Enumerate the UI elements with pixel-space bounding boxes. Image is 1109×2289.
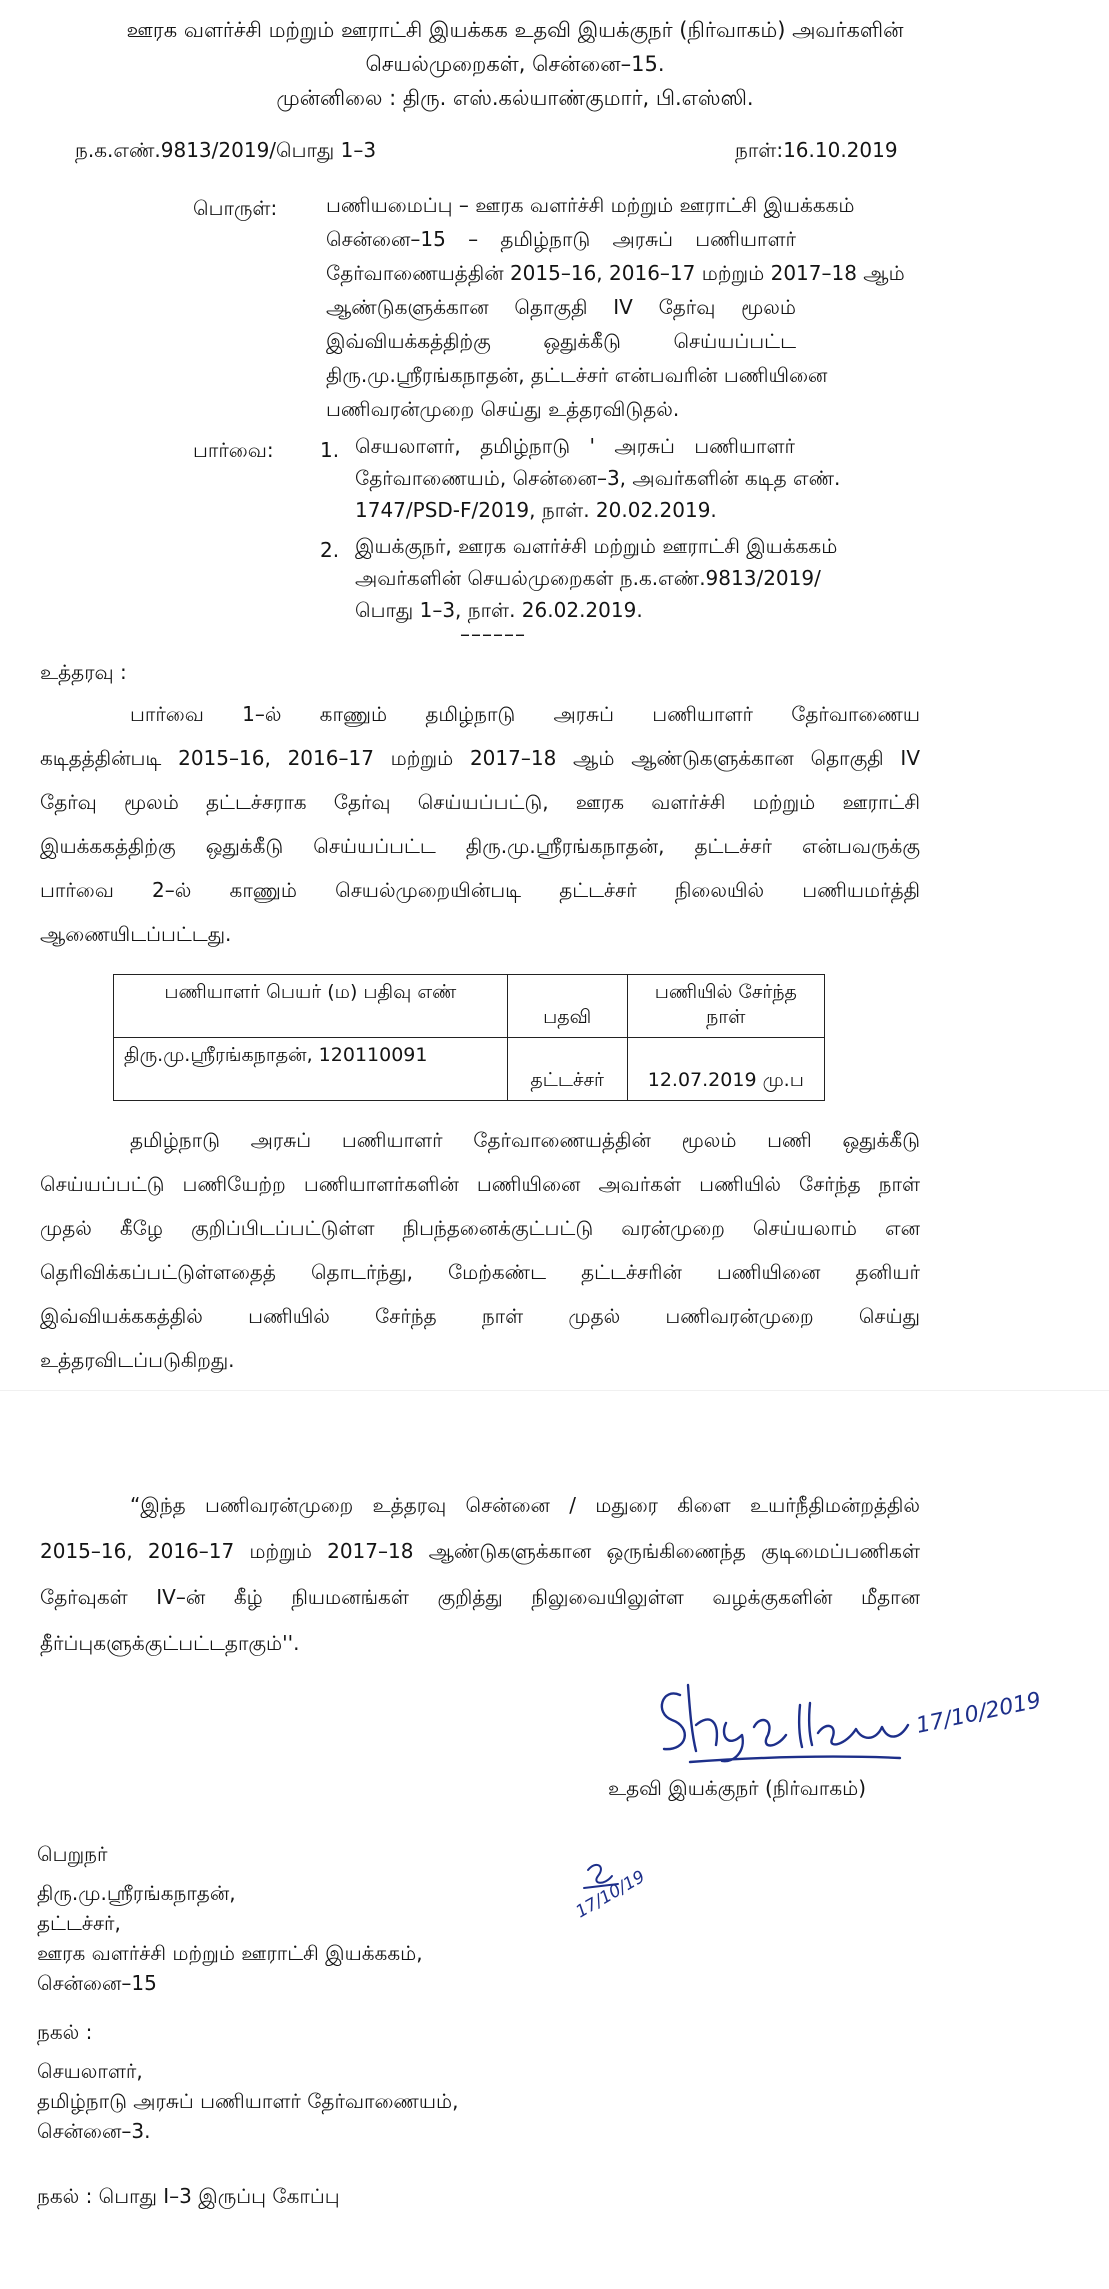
paragraph-line: பார்வை 2–ல் காணும் செயல்முறையின்படி தட்டச்சர் நிலையில் பணியமர்த்தி <box>40 878 920 902</box>
address-line: சென்னை–15 <box>37 1971 157 1995</box>
address-line: தமிழ்நாடு அரசுப் பணியாளர் தேர்வாணையம், <box>37 2089 459 2113</box>
reference-line: அவர்களின் செயல்முறைகள் ந.க.எண்.9813/2019/ <box>355 566 821 590</box>
paragraph-line: தேர்வு மூலம் தட்டச்சராக தேர்வு செய்யப்பட்டு, ஊரக வளர்ச்சி மற்றும் ஊராட்சி <box>40 790 920 814</box>
reference-line: 1747/PSD-F/2019, நாள். 20.02.2019. <box>355 498 717 522</box>
subject-line: ஆண்டுகளுக்கான தொகுதி IV தேர்வு மூலம் <box>326 295 796 319</box>
paragraph-line: தேர்வுகள் IV–ன் கீழ் நியமனங்கள் குறித்து நிலுவையிலுள்ள வழக்குகளின் மீதான <box>40 1585 920 1609</box>
copy-address <box>37 2056 458 2146</box>
subject-line: இவ்வியக்கத்திற்கு ஒதுக்கீடு செய்யப்பட்ட <box>326 329 796 353</box>
subject-line: தேர்வாணையத்தின் 2015–16, 2016–17 மற்றும் 2017–18 ஆம் <box>326 261 905 285</box>
table-header-join-date: பணியில் சேர்ந்த நாள் <box>627 975 824 1038</box>
reference-line: தேர்வாணையம், சென்னை–3, அவர்களின் கடித எண். <box>355 466 841 490</box>
signature-date: 17/10/2019 <box>914 1688 1044 1739</box>
reference-line: இயக்குநர், ஊரக வளர்ச்சி மற்றும் ஊராட்சி இயக்ககம் <box>355 534 838 558</box>
order-paragraph-2 <box>40 1118 920 1382</box>
reference-line: செயலாளர், தமிழ்நாடு ' அரசுப் பணியாளர் <box>355 434 795 458</box>
paragraph-line: இயக்ககத்திற்கு ஒதுக்கீடு செய்யப்பட்ட திரு.மு.ஸ்ரீரங்கநாதன், தட்டச்சர் என்பவருக்கு <box>40 834 920 858</box>
paragraph-line: இவ்வியக்ககத்தில் பணியில் சேர்ந்த நாள் முதல் பணிவரன்முறை செய்து <box>40 1304 920 1328</box>
copy-office-file: நகல் : பொது I–3 இருப்பு கோப்பு <box>37 2184 340 2208</box>
header-line-2: செயல்முறைகள், சென்னை–15. <box>365 52 665 76</box>
reference-label: பார்வை: <box>193 438 274 462</box>
table-cell-post: தட்டச்சர் <box>507 1038 627 1101</box>
scan-gap-line <box>0 1390 1109 1391</box>
header-line-3: முன்னிலை : திரு. எஸ்.கல்யாண்குமார், பி.எஸ்ஸி. <box>276 86 754 110</box>
paragraph-line: உத்தரவிடப்படுகிறது. <box>40 1348 235 1372</box>
address-line: தட்டச்சர், <box>37 1911 121 1935</box>
table-cell-name: திரு.மு.ஸ்ரீரங்கநாதன், 120110091 <box>114 1038 508 1101</box>
paragraph-line: தெரிவிக்கப்பட்டுள்ளதைத் தொடர்ந்து, மேற்கண்ட தட்டச்சரின் பணியினை தனியர் <box>40 1260 920 1284</box>
paragraph-line: பார்வை 1–ல் காணும் தமிழ்நாடு அரசுப் பணியாளர் தேர்வாணைய <box>130 702 920 726</box>
paragraph-line: செய்யப்பட்டு பணியேற்ற பணியாளர்களின் பணியினை அவர்கள் பணியில் சேர்ந்த நாள் <box>40 1172 920 1196</box>
address-line: ஊரக வளர்ச்சி மற்றும் ஊராட்சி இயக்ககம், <box>37 1941 423 1965</box>
signatory-designation: உதவி இயக்குநர் (நிர்வாகம்) <box>608 1776 867 1800</box>
paragraph-line: ஆணையிடப்பட்டது. <box>40 922 232 946</box>
address-line: செயலாளர், <box>37 2059 143 2083</box>
table-row <box>114 1038 825 1101</box>
recipient-label: பெறுநர் <box>37 1842 108 1866</box>
initials-mark <box>572 1856 658 1936</box>
table-cell-join-date: 12.07.2019 மு.ப <box>627 1038 824 1101</box>
reference-item-2 <box>355 530 838 626</box>
paragraph-line: 2015–16, 2016–17 மற்றும் 2017–18 ஆண்டுகளுக்கான ஒருங்கிணைந்த குடிமைப்பணிகள் <box>40 1539 920 1563</box>
reference-line: பொது 1–3, நாள். 26.02.2019. <box>355 598 643 622</box>
table-header-name: பணியாளர் பெயர் (ம) பதிவு எண் <box>114 975 508 1038</box>
paragraph-line: “இந்த பணிவரன்முறை உத்தரவு சென்னை / மதுரை கிளை உயர்நீதிமன்றத்தில் <box>130 1493 920 1517</box>
officer-signature <box>650 1665 1044 1775</box>
subject-text <box>326 188 905 426</box>
reference-item-2-number: 2. <box>320 538 340 562</box>
paragraph-line: தீர்ப்புகளுக்குட்பட்டதாகும்''. <box>40 1631 300 1655</box>
subject-line: பணியமைப்பு – ஊரக வளர்ச்சி மற்றும் ஊராட்சி இயக்ககம் <box>326 193 855 217</box>
staff-table <box>113 974 825 1101</box>
subject-line: சென்னை–15 – தமிழ்நாடு அரசுப் பணியாளர் <box>326 227 796 251</box>
order-label: உத்தரவு : <box>40 660 127 684</box>
subject-line: பணிவரன்முறை செய்து உத்தரவிடுதல். <box>326 397 680 421</box>
address-line: திரு.மு.ஸ்ரீரங்கநாதன், <box>37 1881 236 1905</box>
address-line: சென்னை–3. <box>37 2119 151 2143</box>
recipient-address <box>37 1878 423 1998</box>
order-paragraph-1 <box>40 692 920 956</box>
order-paragraph-3 <box>40 1482 920 1666</box>
separator: –––––– <box>460 622 526 646</box>
copy-label: நகல் : <box>37 2020 93 2044</box>
reference-item-1-number: 1. <box>320 438 340 462</box>
table-header-post: பதவி <box>507 975 627 1038</box>
subject-label: பொருள்: <box>193 196 278 220</box>
reference-item-1 <box>355 430 841 526</box>
initials-date: 17/10/19 <box>572 1866 649 1923</box>
header-line-1: ஊரக வளர்ச்சி மற்றும் ஊராட்சி இயக்கக உதவி இயக்குநர் (நிர்வாகம்) அவர்களின் <box>126 18 904 42</box>
subject-line: திரு.மு.ஸ்ரீரங்கநாதன், தட்டச்சர் என்பவரின் பணியினை <box>326 363 828 387</box>
paragraph-line: கடிதத்தின்படி 2015–16, 2016–17 மற்றும் 2017–18 ஆம் ஆண்டுகளுக்கான தொகுதி IV <box>40 746 920 770</box>
table-header-row <box>114 975 825 1038</box>
reference-number: ந.க.எண்.9813/2019/பொது 1–3 <box>75 138 377 162</box>
order-date: நாள்:16.10.2019 <box>735 138 898 162</box>
paragraph-line: தமிழ்நாடு அரசுப் பணியாளர் தேர்வாணையத்தின் மூலம் பணி ஒதுக்கீடு <box>130 1128 920 1152</box>
paragraph-line: முதல் கீழே குறிப்பிடப்பட்டுள்ள நிபந்தனைக்குட்பட்டு வரன்முறை செய்யலாம் என <box>40 1216 920 1240</box>
